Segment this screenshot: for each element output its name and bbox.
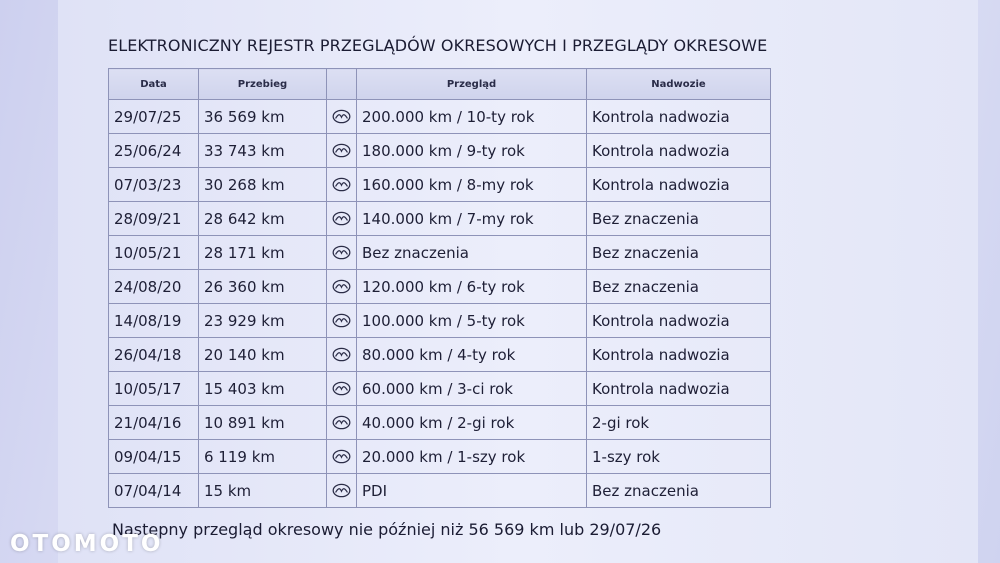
cell-date: 29/07/25 bbox=[109, 100, 199, 134]
table-row bbox=[109, 168, 771, 202]
cell-mileage: 23 929 km bbox=[199, 304, 327, 338]
mazda-logo-icon bbox=[327, 143, 356, 158]
cell-body: Bez znaczenia bbox=[587, 202, 771, 236]
column-header-date: Data bbox=[109, 69, 199, 100]
table-row bbox=[109, 406, 771, 440]
cell-mileage: 30 268 km bbox=[199, 168, 327, 202]
cell-icon bbox=[327, 168, 357, 202]
cell-body: Kontrola nadwozia bbox=[587, 338, 771, 372]
table-row bbox=[109, 236, 771, 270]
cell-mileage: 15 km bbox=[199, 474, 327, 508]
cell-mileage: 26 360 km bbox=[199, 270, 327, 304]
cell-date: 07/03/23 bbox=[109, 168, 199, 202]
cell-icon bbox=[327, 474, 357, 508]
inspection-register-table bbox=[108, 68, 771, 508]
mazda-logo-icon bbox=[327, 449, 356, 464]
cell-date: 21/04/16 bbox=[109, 406, 199, 440]
cell-mileage: 20 140 km bbox=[199, 338, 327, 372]
cell-icon bbox=[327, 440, 357, 474]
table-row bbox=[109, 304, 771, 338]
mazda-logo-icon bbox=[327, 245, 356, 260]
table-body bbox=[109, 100, 771, 508]
cell-icon bbox=[327, 304, 357, 338]
table-header-row bbox=[109, 69, 771, 100]
cell-icon bbox=[327, 236, 357, 270]
mazda-logo-icon bbox=[327, 483, 356, 498]
cell-date: 28/09/21 bbox=[109, 202, 199, 236]
cell-body: Kontrola nadwozia bbox=[587, 304, 771, 338]
cell-date: 14/08/19 bbox=[109, 304, 199, 338]
cell-body: Bez znaczenia bbox=[587, 474, 771, 508]
cell-service: 20.000 km / 1-szy rok bbox=[357, 440, 587, 474]
cell-date: 25/06/24 bbox=[109, 134, 199, 168]
cell-icon bbox=[327, 134, 357, 168]
column-header-icon bbox=[327, 69, 357, 100]
cell-date: 07/04/14 bbox=[109, 474, 199, 508]
cell-mileage: 36 569 km bbox=[199, 100, 327, 134]
column-header-service: Przegląd bbox=[357, 69, 587, 100]
cell-service: 160.000 km / 8-my rok bbox=[357, 168, 587, 202]
cell-date: 26/04/18 bbox=[109, 338, 199, 372]
cell-service: 120.000 km / 6-ty rok bbox=[357, 270, 587, 304]
page-title: ELEKTRONICZNY REJESTR PRZEGLĄDÓW OKRESOWYCH I PRZEGLĄDY OKRESOWE bbox=[108, 36, 768, 55]
table-row bbox=[109, 270, 771, 304]
cell-mileage: 28 171 km bbox=[199, 236, 327, 270]
cell-mileage: 33 743 km bbox=[199, 134, 327, 168]
table-row bbox=[109, 100, 771, 134]
cell-mileage: 10 891 km bbox=[199, 406, 327, 440]
cell-date: 24/08/20 bbox=[109, 270, 199, 304]
cell-service: Bez znaczenia bbox=[357, 236, 587, 270]
table-row bbox=[109, 474, 771, 508]
cell-icon bbox=[327, 202, 357, 236]
table-row bbox=[109, 372, 771, 406]
mazda-logo-icon bbox=[327, 347, 356, 362]
cell-body: 1-szy rok bbox=[587, 440, 771, 474]
cell-mileage: 15 403 km bbox=[199, 372, 327, 406]
cell-body: Kontrola nadwozia bbox=[587, 372, 771, 406]
mazda-logo-icon bbox=[327, 279, 356, 294]
cell-date: 10/05/21 bbox=[109, 236, 199, 270]
cell-icon bbox=[327, 406, 357, 440]
cell-service: PDI bbox=[357, 474, 587, 508]
cell-service: 100.000 km / 5-ty rok bbox=[357, 304, 587, 338]
mazda-logo-icon bbox=[327, 381, 356, 396]
cell-mileage: 28 642 km bbox=[199, 202, 327, 236]
table-row bbox=[109, 202, 771, 236]
table-row bbox=[109, 440, 771, 474]
cell-service: 200.000 km / 10-ty rok bbox=[357, 100, 587, 134]
mazda-logo-icon bbox=[327, 177, 356, 192]
cell-service: 180.000 km / 9-ty rok bbox=[357, 134, 587, 168]
mazda-logo-icon bbox=[327, 415, 356, 430]
column-header-mileage: Przebieg bbox=[199, 69, 327, 100]
cell-body: Kontrola nadwozia bbox=[587, 100, 771, 134]
mazda-logo-icon bbox=[327, 313, 356, 328]
cell-body: Bez znaczenia bbox=[587, 236, 771, 270]
otomoto-watermark-logo: OTOMOTO bbox=[10, 531, 164, 557]
cell-icon bbox=[327, 372, 357, 406]
cell-date: 09/04/15 bbox=[109, 440, 199, 474]
cell-service: 80.000 km / 4-ty rok bbox=[357, 338, 587, 372]
mazda-logo-icon bbox=[327, 211, 356, 226]
cell-service: 40.000 km / 2-gi rok bbox=[357, 406, 587, 440]
cell-body: 2-gi rok bbox=[587, 406, 771, 440]
cell-date: 10/05/17 bbox=[109, 372, 199, 406]
cell-body: Bez znaczenia bbox=[587, 270, 771, 304]
table-row bbox=[109, 134, 771, 168]
cell-body: Kontrola nadwozia bbox=[587, 168, 771, 202]
cell-icon bbox=[327, 338, 357, 372]
cell-icon bbox=[327, 270, 357, 304]
cell-service: 140.000 km / 7-my rok bbox=[357, 202, 587, 236]
next-service-note: Następny przegląd okresowy nie później niż 56 569 km lub 29/07/26 bbox=[112, 520, 662, 539]
table-row bbox=[109, 338, 771, 372]
cell-body: Kontrola nadwozia bbox=[587, 134, 771, 168]
cell-service: 60.000 km / 3-ci rok bbox=[357, 372, 587, 406]
mazda-logo-icon bbox=[327, 109, 356, 124]
cell-mileage: 6 119 km bbox=[199, 440, 327, 474]
column-header-body: Nadwozie bbox=[587, 69, 771, 100]
cell-icon bbox=[327, 100, 357, 134]
